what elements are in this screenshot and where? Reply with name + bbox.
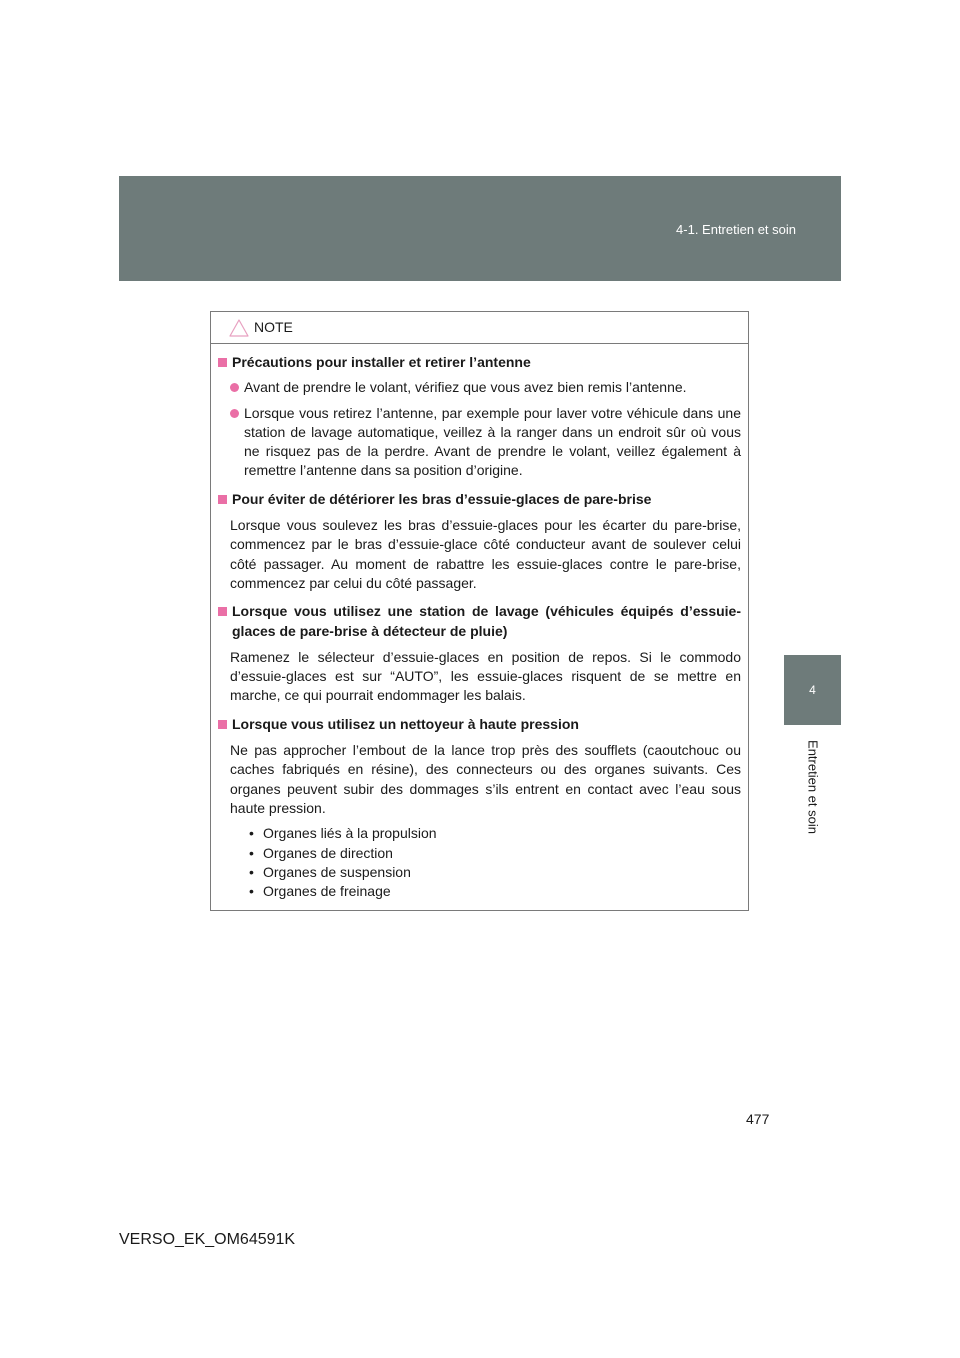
square-bullet-icon: [218, 358, 227, 367]
section-heading-text: Lorsque vous utilisez un nettoyeur à haute pression: [232, 715, 579, 732]
note-body: [211, 344, 748, 901]
note-section: [218, 715, 741, 902]
list-item-text: Organes de suspension: [263, 863, 411, 880]
note-title: NOTE: [254, 319, 293, 335]
section-heading-text: Lorsque vous utilisez une station de lavage (véhicules équipés d’essuie-glaces de pare-brise à détecteur de pluie): [232, 603, 741, 639]
chapter-number: 4: [809, 683, 816, 697]
section-title: 4-1. Entretien et soin: [676, 222, 796, 237]
dot-bullet-icon: •: [249, 844, 254, 861]
list-item: [218, 404, 741, 481]
note-section: [218, 602, 741, 705]
dot-bullet-icon: •: [249, 863, 254, 880]
note-header: [211, 312, 748, 344]
section-heading: [218, 715, 741, 734]
list-item-text: Organes liés à la propulsion: [263, 825, 437, 842]
circle-bullet-icon: [230, 383, 239, 392]
note-box: [210, 311, 749, 911]
list-item-text: Organes de direction: [263, 844, 393, 861]
list-item: [249, 844, 741, 863]
dot-bullet-icon: •: [249, 825, 254, 842]
section-heading: [218, 602, 741, 641]
header-band: [119, 176, 841, 281]
warning-icon: [229, 319, 249, 337]
page-number: 477: [746, 1111, 770, 1127]
note-section: [218, 490, 741, 593]
square-bullet-icon: [218, 607, 227, 616]
list-item-text: Organes de freinage: [263, 883, 391, 900]
list-item-text: Avant de prendre le volant, vérifiez que vous avez bien remis l’antenne.: [244, 379, 687, 396]
section-paragraph: Ramenez le sélecteur d’essuie-glaces en position de repos. Si le commodo d’essuie-glaces est sur “AUTO”, les essuie-glaces risquent de se mettre en marche, ce qui pourrait endommager les balais.: [230, 648, 741, 704]
section-paragraph: Lorsque vous soulevez les bras d’essuie-glaces pour les écarter du pare-brise, commencez par le bras d’essuie-glace côté conducteur avant de soulever celui côté passager. Au moment de rabattre les essuie-glaces contre le pare-brise, commencez par celui du côté passager.: [230, 517, 741, 591]
circle-bullet-icon: [230, 409, 239, 418]
list-item: [218, 378, 741, 397]
section-heading: [218, 353, 741, 372]
section-heading-text: Pour éviter de détériorer les bras d’essuie-glaces de pare-brise: [232, 490, 652, 507]
list-item: [249, 882, 741, 901]
section-heading-text: Précautions pour installer et retirer l’antenne: [232, 354, 531, 370]
document-code: VERSO_EK_OM64591K: [119, 1231, 296, 1248]
list-item: [249, 824, 741, 843]
square-bullet-icon: [218, 495, 227, 504]
chapter-label-text: Entretien et soin: [805, 740, 821, 834]
organ-list: [218, 824, 741, 901]
section-heading: [218, 490, 741, 509]
square-bullet-icon: [218, 720, 227, 729]
chapter-label: [795, 735, 831, 839]
chapter-tab: [784, 655, 841, 725]
dot-bullet-icon: •: [249, 883, 254, 900]
note-section: [218, 353, 741, 481]
section-paragraph: Ne pas approcher l’embout de la lance trop près des soufflets (caoutchouc ou caches fabriqués en résine), des connecteurs ou des organes suivants. Ces organes peuvent subir des dommages s’ils entrent en contact avec l’eau sous haute pression.: [230, 742, 741, 816]
list-item-text: Lorsque vous retirez l’antenne, par exemple pour laver votre véhicule dans une station de lavage automatique, veillez à la ranger dans un endroit sûr où vous ne risquez pas de la perdre. Avant de prendre le volant, veillez également à remettre l’antenne dans sa position d’origine.: [244, 404, 741, 479]
list-item: [249, 863, 741, 882]
